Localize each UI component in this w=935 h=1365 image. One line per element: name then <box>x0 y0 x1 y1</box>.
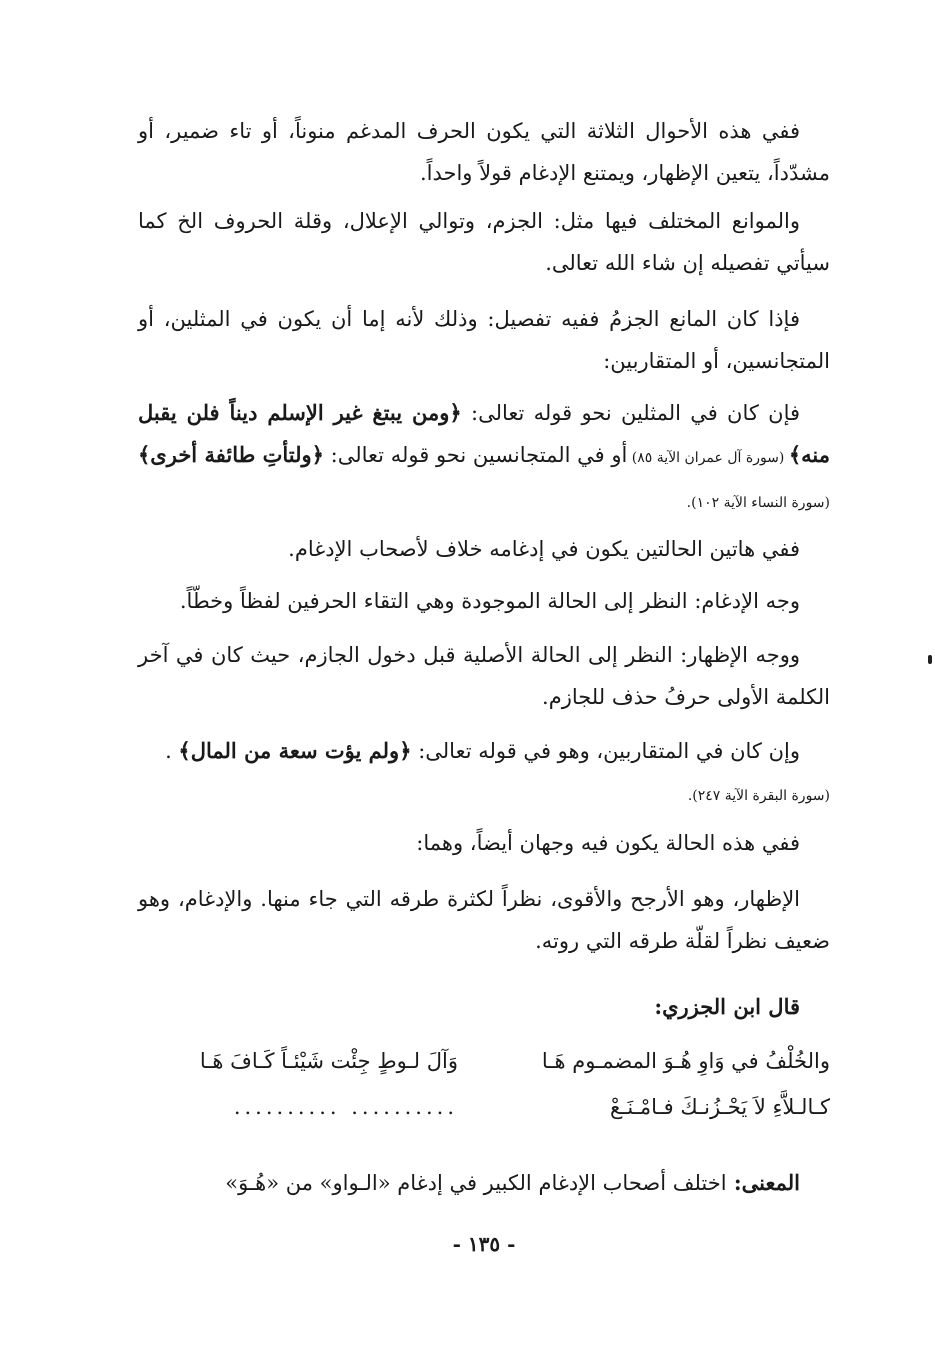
verse-hemistich-left: وَآلَ لـوطٍ جِئْت شَيْئـاً كَـافَ هَـا <box>199 1049 458 1073</box>
paragraph-izhar-reason: ووجه الإظهار: النظر إلى الحالة الأصلية قبل دخول الجازم، حيث كان في آخر الكلمة الأولى حرفُ حذف للجازم. <box>138 643 830 709</box>
verse-hemistich-right: والخُلْفُ في وَاوِ هُـوَ المضمـوم هَـا <box>541 1049 830 1073</box>
paragraph-disputed-barriers: والموانع المختلف فيها مثل: الجزم، وتوالي الإعلال، وقلة الحروف الخ كما سيأتي تفصيله إن شاء الله تعالى. <box>138 209 830 275</box>
book-page <box>138 0 830 1365</box>
paragraph-meaning <box>138 1162 830 1204</box>
verse-line-1 <box>138 1040 830 1082</box>
paragraph-two-cases: ففي هاتين الحالتين يكون في إدغامه خلاف لأصحاب الإدغام. <box>288 537 800 561</box>
paragraph-text: فإن كان في المثلين نحو قوله تعالى: <box>461 401 801 425</box>
paragraph-izhar-idgham: الإظهار، وهو الأرجح والأقوى، نظراً لكثرة طرقه التي جاء منها. والإدغام، وهو ضعيف نظراً لقلّة طرقه التي روته. <box>138 887 830 953</box>
verse-reference: (سورة النساء الآية ١٠٢). <box>686 495 830 511</box>
verse-hemistich-left: .......... .......... <box>233 1095 458 1119</box>
verse-reference: (سورة آل عمران الآية ٨٥) <box>627 450 789 466</box>
quran-quote: ﴿ولم يؤت سعة من المال﴾ <box>178 738 412 763</box>
paragraph-mutaqaribayn <box>138 730 830 817</box>
verse-hemistich-right: كـالـلاَّءِ لاَ يَحْـزُنـكَ فـامْـنَـعْ <box>610 1095 830 1119</box>
paragraph-text: وإن كان في المتقاربين، وهو في قوله تعالى: <box>411 739 800 763</box>
verse-reference: (سورة البقرة الآية ٢٤٧). <box>687 788 830 804</box>
paragraph-text: اختلف أصحاب الإدغام الكبير في إدغام «الـواو» من «هُـوَ» <box>225 1171 727 1195</box>
paragraph-idgham-reason: وجه الإدغام: النظر إلى الحالة الموجودة وهي التقاء الحرفين لفظاً وخطّاً. <box>179 589 800 613</box>
verse-line-2 <box>138 1086 830 1128</box>
paragraph-text: أو في المتجانسين نحو قوله تعالى: <box>323 443 628 467</box>
poem-heading: قال ابن الجزري: <box>654 994 800 1019</box>
meaning-label: المعنى: <box>726 1170 800 1195</box>
paragraph-text: . <box>165 739 179 763</box>
page-number: - ١٣٥ - <box>452 1232 516 1256</box>
quran-quote: ﴿ولتأتِ طائفة أخرى﴾ <box>138 442 324 467</box>
paragraph-conditions: ففي هذه الأحوال الثلاثة التي يكون الحرف المدغم منوناً، أو تاء ضمير، أو مشدّداً، يتعين الإظهار، ويمتنع الإدغام قولاً واحداً. <box>138 119 830 185</box>
scan-mark <box>928 655 932 664</box>
paragraph-mithlayn-mutajanisayn <box>138 392 830 524</box>
paragraph-two-ways: ففي هذه الحالة يكون فيه وجهان أيضاً، وهما: <box>416 831 800 855</box>
quran-quote: ﴿ومن يبتغ غير الإسلم ديناً فلن يقبل منه﴾ <box>138 400 830 467</box>
paragraph-jazm-barrier: فإذا كان المانع الجزمُ ففيه تفصيل: وذلك لأنه إما أن يكون في المثلين، أو المتجانسين، أو المتقاربين: <box>138 307 830 373</box>
